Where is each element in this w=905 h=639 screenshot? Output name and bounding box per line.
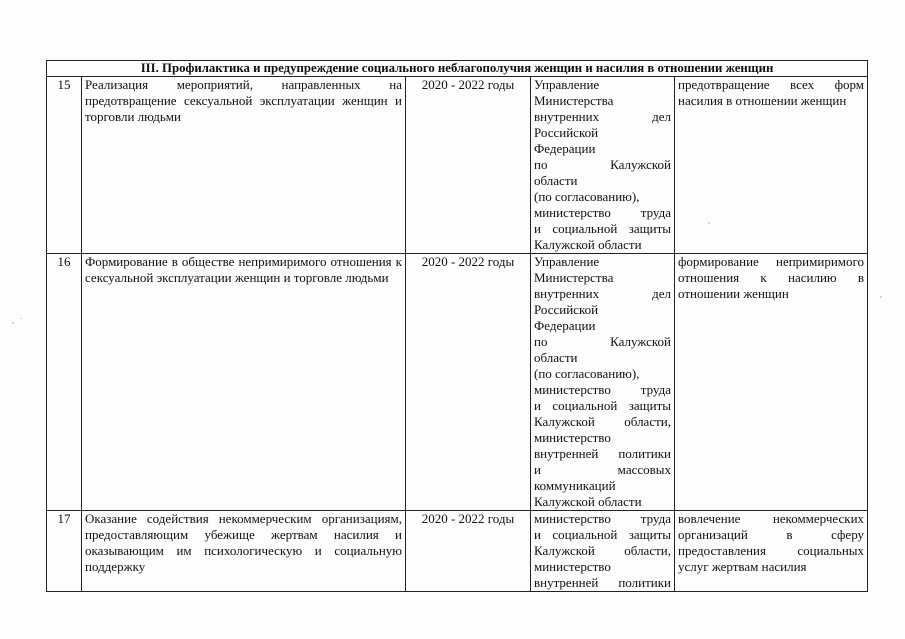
executor-line: Калужской области <box>534 237 642 252</box>
executor-cell <box>531 77 675 254</box>
executor-line: Российской <box>534 125 599 140</box>
executor-line: внутренней политики <box>534 575 671 590</box>
executor-line: министерство <box>534 559 611 574</box>
executor-line: (по согласованию), <box>534 366 640 381</box>
measures-table <box>46 60 868 592</box>
executor-line: Калужской области, <box>534 414 671 429</box>
section-title: III. Профилактика и предупреждение социального неблагополучия женщин и насилия в отношении женщин <box>47 61 868 77</box>
executor-line: министерство труда <box>534 511 671 526</box>
executor-line: внутренних дел <box>534 286 671 301</box>
executor-line: Калужской области <box>534 494 642 509</box>
executor-line: области <box>534 350 578 365</box>
row-number: 16 <box>47 254 82 511</box>
executor-line: Управление <box>534 254 600 269</box>
result-cell: вовлечение некоммерческих организаций в сферу предоставления социальных услуг жертвам насилия <box>675 511 868 592</box>
executor-line: министерство труда <box>534 205 671 220</box>
executor-line: и социальной защиты <box>534 398 671 413</box>
scan-speck <box>12 322 14 324</box>
executor-line: Федерации <box>534 318 596 333</box>
executor-cell <box>531 254 675 511</box>
row-number: 15 <box>47 77 82 254</box>
period-cell: 2020 - 2022 годы <box>406 77 531 254</box>
section-header-row <box>47 61 868 77</box>
executor-line: по Калужской <box>534 334 671 349</box>
result-cell: формирование непримиримого отношения к насилию в отношении женщин <box>675 254 868 511</box>
period-cell: 2020 - 2022 годы <box>406 254 531 511</box>
measure-cell: Реализация мероприятий, направленных на предотвращение сексуальной эксплуатации женщин и торговли людьми <box>82 77 406 254</box>
executor-line: области <box>534 173 578 188</box>
executor-line: министерство труда <box>534 382 671 397</box>
executor-line: Министерства <box>534 270 614 285</box>
executor-line: и социальной защиты <box>534 527 671 542</box>
period-cell: 2020 - 2022 годы <box>406 511 531 592</box>
executor-line: Калужской области, <box>534 543 671 558</box>
executor-line: Российской <box>534 302 599 317</box>
executor-line: и социальной защиты <box>534 221 671 236</box>
executor-line: внутренней политики <box>534 446 671 461</box>
executor-line: министерство <box>534 430 611 445</box>
scan-speck <box>880 296 882 298</box>
executor-line: Министерства <box>534 93 614 108</box>
scan-speck <box>708 222 710 224</box>
executor-line: коммуникаций <box>534 478 616 493</box>
table-row <box>47 77 868 254</box>
table-row <box>47 511 868 592</box>
row-number: 17 <box>47 511 82 592</box>
executor-cell <box>531 511 675 592</box>
measure-cell: Оказание содействия некоммерческим организациям, предоставляющим убежище жертвам насилия и оказывающим им психологическую и социальную поддержку <box>82 511 406 592</box>
executor-line: Управление <box>534 77 600 92</box>
executor-line: и массовых <box>534 462 671 477</box>
result-cell: предотвращение всех форм насилия в отношении женщин <box>675 77 868 254</box>
table-row <box>47 254 868 511</box>
executor-line: (по согласованию), <box>534 189 640 204</box>
executor-line: внутренних дел <box>534 109 671 124</box>
measure-cell: Формирование в обществе непримиримого отношения к сексуальной эксплуатации женщин и торговле людьми <box>82 254 406 511</box>
scan-speck <box>20 318 22 319</box>
executor-line: Федерации <box>534 141 596 156</box>
executor-line: по Калужской <box>534 157 671 172</box>
